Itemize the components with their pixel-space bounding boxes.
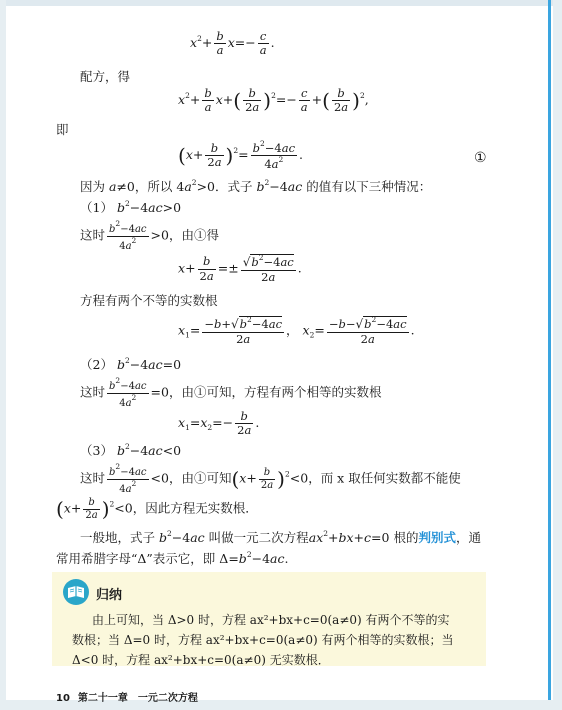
- chapter-title: 第二十一章 一元二次方程: [77, 693, 198, 704]
- case-2-condition: 这时 $\frac{b^2-4ac}{4a^2}$ =0，由①可知，方程有两个相等的实数根: [80, 376, 382, 409]
- text-general: 一般地，式子 $b^2-4ac$ 叫做一元二次方程$ax^2+bx+c=0$ 根的判别式，通: [80, 529, 481, 545]
- summary-box: [52, 572, 486, 666]
- page-top-border: [0, 0, 562, 6]
- case-2-heading: （2） $b^2-4ac=0$: [80, 356, 182, 372]
- page-footer: [56, 689, 198, 704]
- text-two-distinct: 方程有两个不等的实数根: [80, 293, 218, 308]
- equation-normalized: $x^2+$ $\frac{b}{a}$ x=− $\frac{c}{a}$ .: [190, 29, 275, 58]
- equation-case-1-roots: x+ $\frac{b}{2a}$ =± $\frac{√b^2-4ac}{2a}$ .: [178, 253, 302, 284]
- summary-line-1: 由上可知，当 Δ>0 时，方程 ax²+bx+c=0(a≠0) 有两个不等的实: [92, 613, 450, 627]
- case-1-condition: 这时 $\frac{b^2-4ac}{4a^2}$ >0，由①得: [80, 219, 219, 252]
- equation-square-form: (x+ $\frac{b}{2a}$ )$^2$= $\frac{b^2-4ac}{4a^2}$ .: [178, 139, 304, 172]
- book-icon: [62, 578, 90, 606]
- summary-title: 归纳: [96, 588, 123, 603]
- page-number: 10: [56, 693, 70, 704]
- text-completing-square: 配方，得: [80, 69, 131, 84]
- page-right-margin: [553, 0, 562, 710]
- case-3-condition: 这时 $\frac{b^2-4ac}{4a^2}$ <0，由①可知(x+ $\frac{b}{2a}$ )$^2$<0，而 x 取任何实数都不能使: [80, 462, 461, 495]
- text-general-2: 常用希腊字母“Δ”表示它，即 $\Delta=b^2-4ac$.: [56, 550, 289, 566]
- case-3-conclusion: (x+ $\frac{b}{2a}$ )$^2$<0，因此方程无实数根．: [56, 497, 258, 521]
- text-ji: 即: [56, 122, 69, 137]
- case-1-heading: （1） $b^2-4ac>0$: [80, 199, 182, 215]
- equation-ref-1: ①: [474, 150, 487, 166]
- summary-line-3: Δ<0 时，方程 ax²+bx+c=0(a≠0) 无实数根．: [72, 653, 330, 667]
- page-left-border: [0, 0, 6, 710]
- equation-equal-roots: $x_1=x_2=-$ $\frac{b}{2a}$ .: [178, 409, 260, 438]
- equation-distinct-roots: $x_1=$ $\frac{-b+√b^2-4ac}{2a}$ ， $x_2=$ $\frac{-b-√b^2-4ac}{2a}$ .: [178, 315, 415, 346]
- case-3-heading: （3） $b^2-4ac<0$: [80, 442, 182, 458]
- term-discriminant: 判别式: [418, 530, 456, 545]
- page-right-rule: [548, 0, 551, 700]
- summary-line-2: 数根；当 Δ=0 时，方程 ax²+bx+c=0(a≠0) 有两个相等的实数根；当: [72, 633, 454, 647]
- text-because: 因为 a≠0，所以 $4a^2>0$．式子 $b^2-4ac$ 的值有以下三种情况：: [80, 178, 432, 194]
- equation-completing-square: $x^2+$ $\frac{b}{a}$ x+( $\frac{b}{2a}$ )$^2$=− $\frac{c}{a}$ +( $\frac{b}{2a}$ )$^2$,: [178, 86, 369, 115]
